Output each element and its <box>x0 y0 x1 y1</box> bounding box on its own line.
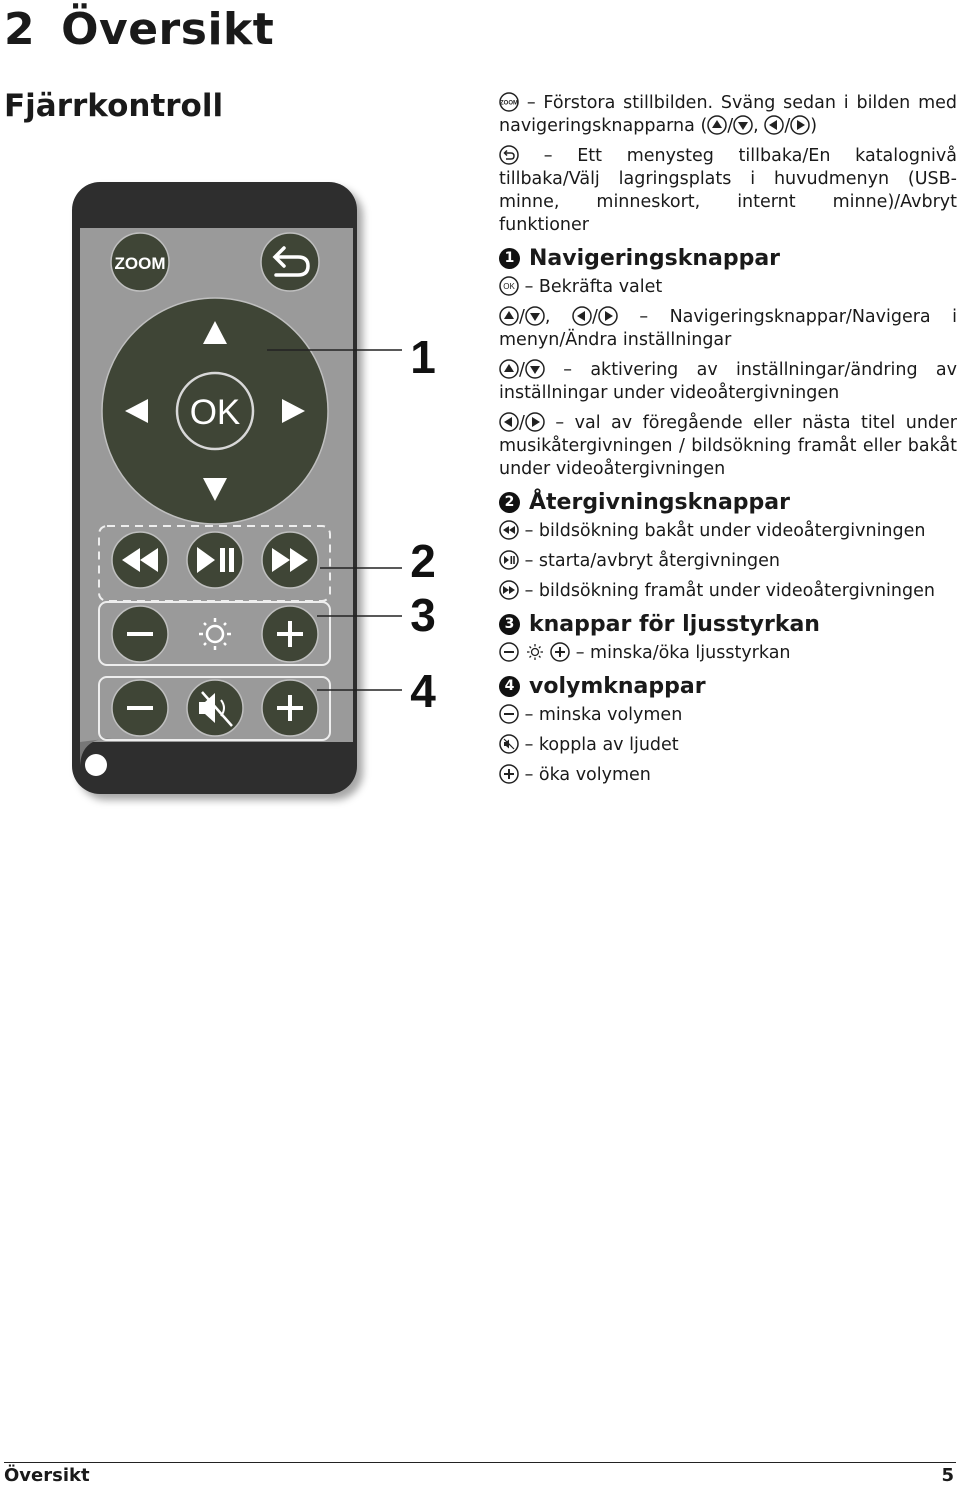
minus-icon <box>127 632 153 636</box>
page-number: 5 <box>941 1465 954 1486</box>
footer-section-name: Översikt <box>4 1465 90 1486</box>
right-icon <box>790 115 810 135</box>
minus-icon <box>127 706 153 710</box>
brightness-heading: 3 knappar för ljusstyrkan <box>499 613 957 636</box>
svg-text:ZOOM: ZOOM <box>500 100 518 107</box>
minus-icon <box>499 642 519 662</box>
ok-description: OK – Bekräfta valet <box>499 276 957 299</box>
volume-minus-description: – minska volymen <box>499 704 957 727</box>
left-icon <box>499 412 519 432</box>
plus-icon <box>550 642 570 662</box>
zoom-icon <box>499 92 519 112</box>
minus-icon <box>499 704 519 724</box>
volume-bullet: 4 <box>499 676 520 697</box>
brightness-description: – minska/öka ljusstyrkan <box>499 642 957 665</box>
ok-icon <box>499 276 519 296</box>
playback-heading: 2 Återgivningsknappar <box>499 491 957 514</box>
rewind-description: – bildsökning bakåt under videoåtergivningen <box>499 520 957 543</box>
remote-control-illustration <box>40 178 460 828</box>
callout-2: 2 <box>410 535 436 587</box>
ok-button-label: OK <box>189 393 241 432</box>
right-icon <box>525 412 545 432</box>
chapter-number: 2 <box>4 4 36 55</box>
arrows-description: / , / – Navigeringsknappar/Navigera i menyn/Ändra inställningar <box>499 307 957 350</box>
remote-led <box>85 754 107 776</box>
description-column <box>499 92 957 794</box>
zoom-description: ZOOM – Förstora stillbilden. Sväng sedan i bilden med navigeringsknapparna ( / , / ) <box>499 93 957 136</box>
playback-bullet: 2 <box>499 492 520 513</box>
down-icon <box>733 115 753 135</box>
plus-icon <box>499 764 519 784</box>
volume-heading: 4 volymknappar <box>499 675 957 698</box>
chapter-heading <box>4 4 274 55</box>
fast-forward-description: – bildsökning framåt under videoåtergivningen <box>499 580 957 603</box>
up-icon <box>499 359 519 379</box>
updown-description: / – aktivering av inställningar/ändring av inställningar under videoåtergivningen <box>499 360 957 403</box>
zoom-button-label: ZOOM <box>114 254 166 273</box>
down-icon <box>525 359 545 379</box>
left-icon <box>764 115 784 135</box>
volume-plus-description: – öka volymen <box>499 764 957 787</box>
rewind-icon <box>499 520 519 540</box>
down-icon <box>525 306 545 326</box>
leftright-description: / – val av föregående eller nästa titel under musikåtergivningen / bildsökning framåt eller bakåt under videoåtergivningen <box>499 413 957 479</box>
sun-icon <box>525 642 545 662</box>
callout-1: 1 <box>410 331 436 383</box>
chapter-title: Översikt <box>61 4 275 55</box>
play-pause-icon <box>499 550 519 570</box>
back-description: – Ett menysteg tillbaka/En katalognivå tillbaka/Välj lagringsplats i huvudmenyn (USB-minne, minneskort, internt minne)/Avbryt funktioner <box>499 146 957 235</box>
brightness-bullet: 3 <box>499 614 520 635</box>
footer-rule <box>4 1462 956 1463</box>
nav-heading: 1 Navigeringsknappar <box>499 247 957 270</box>
callout-4: 4 <box>410 665 436 717</box>
callout-3: 3 <box>410 589 436 641</box>
nav-bullet: 1 <box>499 248 520 269</box>
svg-text:OK: OK <box>503 282 515 291</box>
play-pause-description: – starta/avbryt återgivningen <box>499 550 957 573</box>
back-button <box>261 233 319 291</box>
up-icon <box>499 306 519 326</box>
back-icon <box>499 145 519 165</box>
left-icon <box>572 306 592 326</box>
section-title: Fjärrkontroll <box>4 88 224 124</box>
mute-icon <box>499 734 519 754</box>
fast-forward-icon <box>499 580 519 600</box>
up-icon <box>707 115 727 135</box>
right-icon <box>598 306 618 326</box>
mute-description: – koppla av ljudet <box>499 734 957 757</box>
